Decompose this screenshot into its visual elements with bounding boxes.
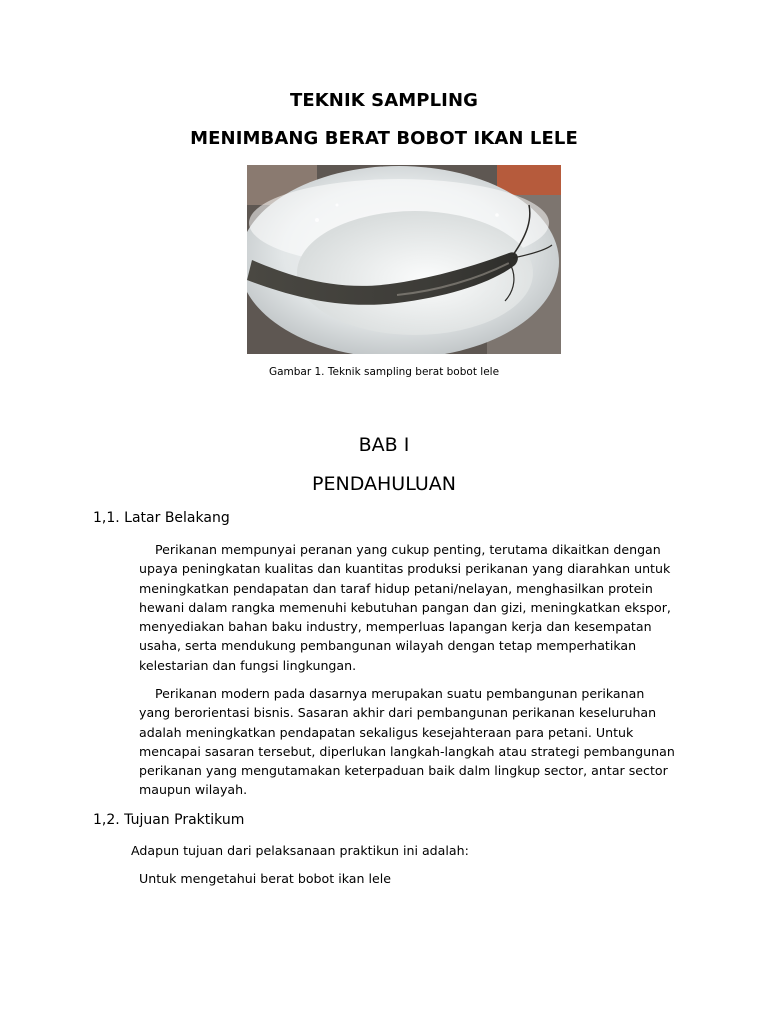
paragraph-line: Perikanan mempunyai peranan yang cukup penting, terutama dikaitkan dengan xyxy=(155,542,661,557)
paragraph-line: usaha, serta mendukung pembangunan wilayah dengan tetap memperhatikan xyxy=(139,638,637,654)
chapter-number: BAB I xyxy=(358,434,410,456)
paragraph-line: hewani dalam rangka memenuhi kebutuhan pangan dan gizi, meningkatkan ekspor, xyxy=(139,599,671,615)
paragraph-line: meningkatkan pendapatan dan taraf hidup petani/nelayan, menghasilkan protein xyxy=(139,580,653,596)
paragraph-line: yang berorientasi bisnis. Sasaran akhir dari pembangunan perikanan keseluruhan xyxy=(139,705,657,721)
paragraph-line: upaya peningkatan kualitas dan kuantitas produksi perikanan yang diarahkan untuk xyxy=(139,561,671,577)
section-heading-latar-belakang: 1,1. Latar Belakang xyxy=(93,510,230,526)
paragraph-line: adalah meningkatkan pendapatan sekaligus kesejahteraan para petani. Untuk xyxy=(139,724,634,740)
document-subtitle: MENIMBANG BERAT BOBOT IKAN LELE xyxy=(190,128,578,149)
catfish-weighing-illustration xyxy=(247,165,561,354)
chapter-title: PENDAHULUAN xyxy=(312,473,456,495)
figure-caption: Gambar 1. Teknik sampling berat bobot lele xyxy=(268,366,500,378)
paragraph-line: Perikanan modern pada dasarnya merupakan suatu pembangunan perikanan xyxy=(155,686,645,701)
objective-item: Untuk mengetahui berat bobot ikan lele xyxy=(139,871,391,886)
document-title: TEKNIK SAMPLING xyxy=(289,90,478,111)
catfish-weighing-photo xyxy=(247,165,561,354)
paragraph-line: maupun wilayah. xyxy=(139,782,248,798)
section-heading-tujuan-praktikum: 1,2. Tujuan Praktikum xyxy=(93,812,245,828)
paragraph-line: kelestarian dan fungsi lingkungan. xyxy=(139,657,357,673)
objective-intro: Adapun tujuan dari pelaksanaan praktikun ini adalah: xyxy=(131,843,469,858)
paragraph-latar-belakang-1 xyxy=(139,540,699,675)
paragraph-line: menyediakan bahan baku industry, memperluas lapangan kerja dan kesempatan xyxy=(139,619,652,635)
paragraph-latar-belakang-2 xyxy=(139,684,699,800)
paragraph-line: perikanan yang mengutamakan keterpaduan baik dalm lingkup sector, antar sector xyxy=(139,763,668,779)
paragraph-line: mencapai sasaran tersebut, diperlukan langkah-langkah atau strategi pembangunan xyxy=(139,743,675,759)
